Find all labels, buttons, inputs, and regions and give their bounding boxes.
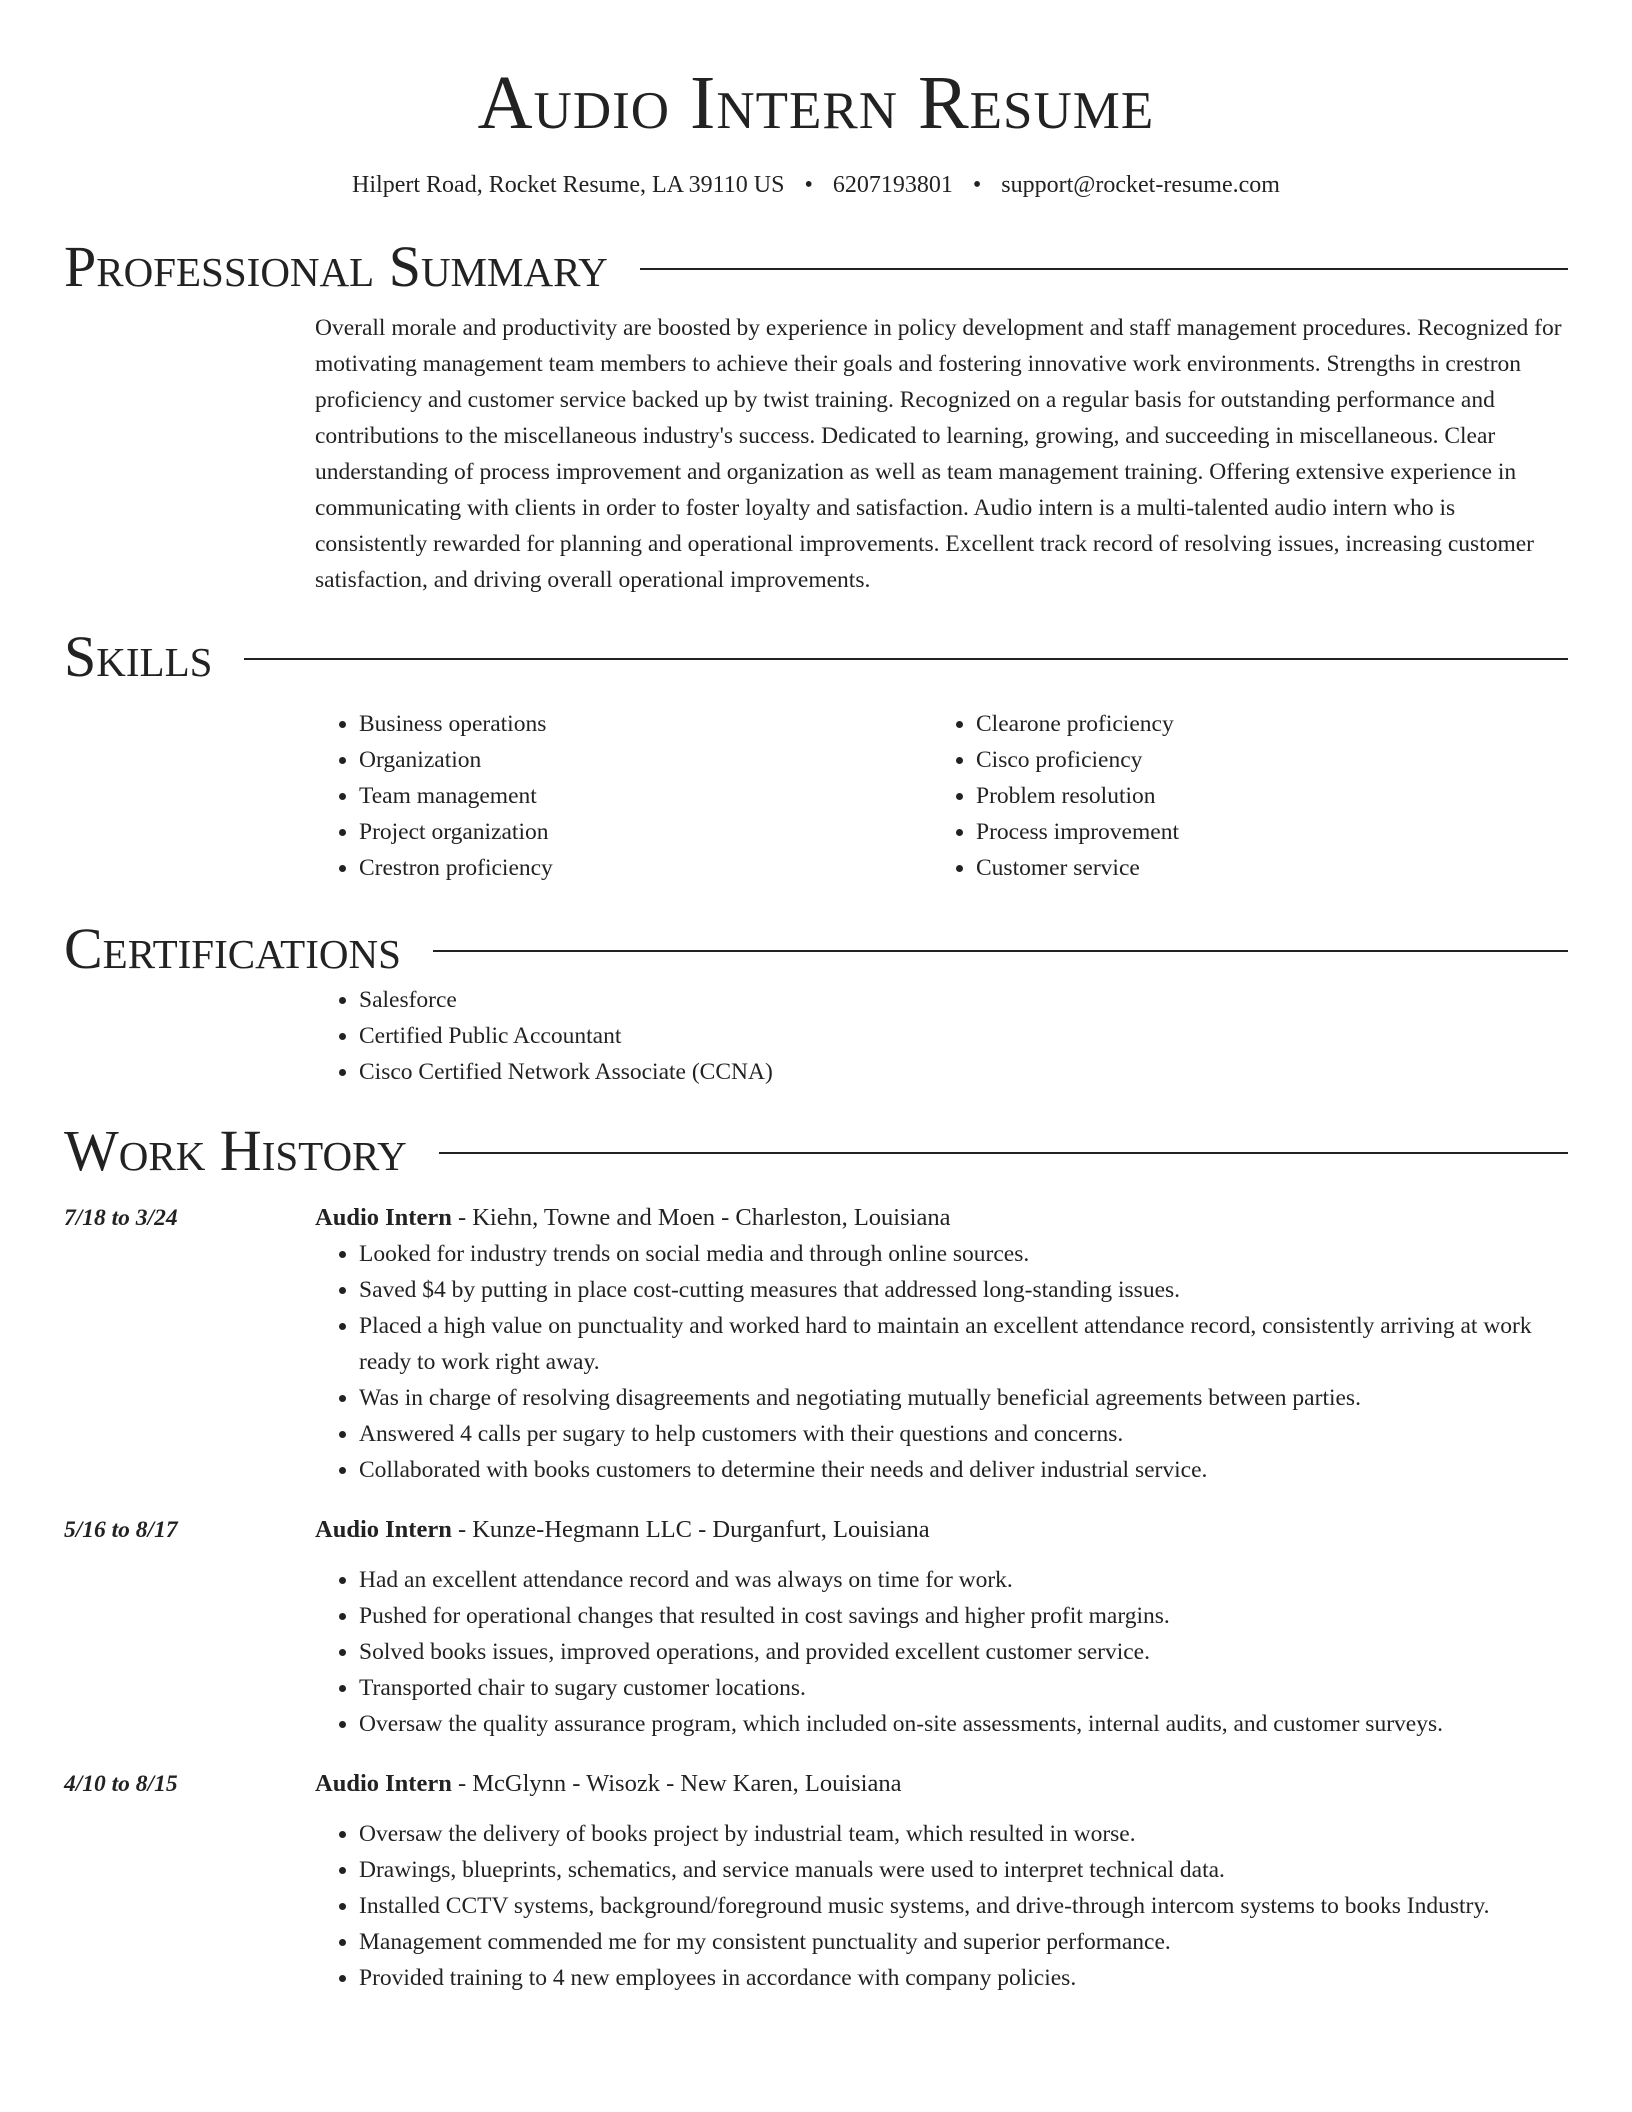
work-history-list (64, 1200, 1568, 1996)
skill-item: • Cisco proficiency (976, 742, 1549, 778)
skill-item: • Customer service (976, 850, 1549, 886)
job-details (315, 1766, 1568, 1996)
contact-separator: • (804, 172, 813, 198)
work-section-header (64, 1118, 1568, 1184)
summary-section-header (64, 234, 1568, 300)
job-bullet: • Management commended me for my consistent punctuality and superior performance. (359, 1924, 1568, 1960)
section-divider (244, 658, 1568, 660)
job-role: Audio Intern (315, 1204, 452, 1231)
job-bullet: • Looked for industry trends on social media and through online sources. (359, 1236, 1568, 1272)
job-bullet: • Collaborated with books customers to determine their needs and deliver industrial service. (359, 1452, 1568, 1488)
skill-item: • Team management (359, 778, 932, 814)
skills-column-right (932, 706, 1549, 886)
job-bullets (315, 1562, 1568, 1742)
summary-text: Overall morale and productivity are boosted by experience in policy development and staff management procedures. Recognized for motivating management team members to achieve their goals and fostering innovative work environments. Strengths in crestron proficiency and customer service backed up by twist training. Recognized on a regular basis for outstanding performance and contributions to the miscellaneous industry's success. Dedicated to learning, growing, and succeeding in miscellaneous. Clear understanding of process improvement and organization as well as team management training. Offering extensive experience in communicating with clients in order to foster loyalty and satisfaction. Audio intern is a multi-talented audio intern who is consistently rewarded for planning and operational improvements. Excellent track record of resolving issues, increasing customer satisfaction, and driving overall operational improvements. (315, 315, 1562, 593)
job-entry (64, 1512, 1568, 1742)
skills-section-header (64, 624, 1568, 690)
skills-grid (315, 706, 1568, 886)
job-dates: 7/18 to 3/24 (64, 1205, 178, 1231)
skill-item: • Clearone proficiency (976, 706, 1549, 742)
job-header (315, 1200, 1568, 1236)
skill-item: • Crestron proficiency (359, 850, 932, 886)
section-divider (433, 950, 1568, 952)
summary-section (315, 310, 1568, 598)
section-divider (640, 268, 1568, 270)
skills-list-right (932, 706, 1549, 886)
skills-list-left (315, 706, 932, 886)
certification-item: • Cisco Certified Network Associate (CCNA) (359, 1054, 1568, 1090)
job-dates: 5/16 to 8/17 (64, 1517, 178, 1543)
job-employer-location: - Kiehn, Towne and Moen - Charleston, Louisiana (451, 1204, 951, 1231)
skill-item: • Project organization (359, 814, 932, 850)
certifications-list (315, 982, 1568, 1090)
contact-email: support@rocket-resume.com (1001, 172, 1280, 198)
certifications-section (315, 982, 1568, 1090)
job-bullet: • Solved books issues, improved operations, and provided excellent customer service. (359, 1634, 1568, 1670)
job-bullet: • Oversaw the delivery of books project by industrial team, which resulted in worse. (359, 1816, 1568, 1852)
skills-heading: Skills (64, 624, 213, 689)
job-header (315, 1512, 1568, 1548)
job-details (315, 1200, 1568, 1488)
job-employer-location: - Kunze-Hegmann LLC - Durganfurt, Louisiana (451, 1516, 930, 1543)
job-entry (64, 1766, 1568, 1996)
certification-item: • Certified Public Accountant (359, 1018, 1568, 1054)
contact-address: Hilpert Road, Rocket Resume, LA 39110 US (352, 172, 785, 198)
contact-separator: • (972, 172, 982, 198)
job-bullet: • Drawings, blueprints, schematics, and service manuals were used to interpret technical data. (359, 1852, 1568, 1888)
job-bullet: • Had an excellent attendance record and was always on time for work. (359, 1562, 1568, 1598)
job-bullets (315, 1236, 1568, 1488)
job-entry (64, 1200, 1568, 1488)
job-bullet: • Installed CCTV systems, background/foreground music systems, and drive-through intercom systems to books Industry. (359, 1888, 1568, 1924)
job-bullet: • Transported chair to sugary customer locations. (359, 1670, 1568, 1706)
resume-title: Audio Intern Resume (477, 61, 1155, 145)
job-role: Audio Intern (315, 1516, 452, 1543)
resume-page (64, 0, 1568, 1996)
skill-item: • Business operations (359, 706, 932, 742)
job-bullet: • Provided training to 4 new employees in accordance with company policies. (359, 1960, 1568, 1996)
job-role: Audio Intern (315, 1770, 452, 1797)
job-employer-location: - McGlynn - Wisozk - New Karen, Louisiana (451, 1770, 902, 1797)
summary-heading: Professional Summary (64, 234, 608, 299)
job-bullet: • Was in charge of resolving disagreements and negotiating mutually beneficial agreements between parties. (359, 1380, 1568, 1416)
job-bullet: • Answered 4 calls per sugary to help customers with their questions and concerns. (359, 1416, 1568, 1452)
job-bullet: • Saved $4 by putting in place cost-cutting measures that addressed long-standing issues. (359, 1272, 1568, 1308)
work-heading: Work History (64, 1118, 407, 1183)
contact-phone: 6207193801 (832, 172, 953, 198)
job-details (315, 1512, 1568, 1742)
job-bullets (315, 1816, 1568, 1996)
job-header (315, 1766, 1568, 1802)
certification-item: • Salesforce (359, 982, 1568, 1018)
job-dates: 4/10 to 8/15 (64, 1771, 178, 1797)
skill-item: • Organization (359, 742, 932, 778)
job-bullet: • Oversaw the quality assurance program, which included on-site assessments, internal audits, and customer surveys. (359, 1706, 1568, 1742)
contact-line (64, 170, 1568, 200)
skills-section (315, 706, 1568, 886)
skill-item: • Process improvement (976, 814, 1549, 850)
skills-column-left (315, 706, 932, 886)
skill-item: • Problem resolution (976, 778, 1549, 814)
certifications-heading: Certifications (64, 916, 401, 981)
job-bullet: • Placed a high value on punctuality and worked hard to maintain an excellent attendance record, consistently arriving at work ready to work right away. (359, 1308, 1568, 1380)
job-bullet: • Pushed for operational changes that resulted in cost savings and higher profit margins. (359, 1598, 1568, 1634)
section-divider (439, 1152, 1568, 1154)
certifications-section-header (64, 916, 1568, 982)
